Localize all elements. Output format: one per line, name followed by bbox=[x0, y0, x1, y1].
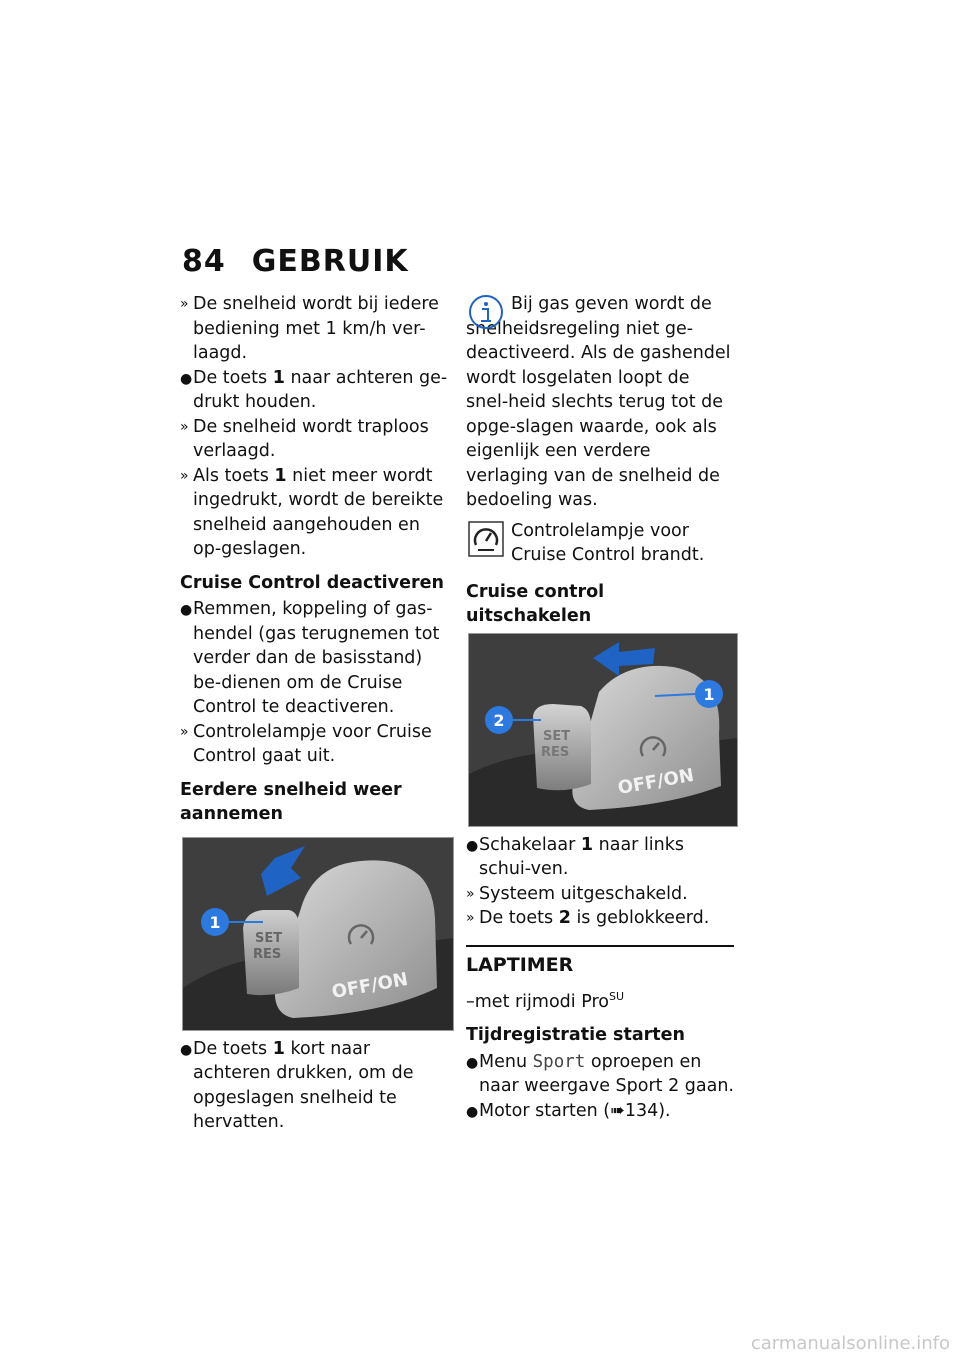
page-number: 84 bbox=[182, 244, 226, 279]
result-marker-icon: » bbox=[180, 467, 189, 484]
set-label: SET bbox=[255, 930, 283, 946]
list-item: » Systeem uitgeschakeld. bbox=[466, 882, 734, 907]
list-item: » De toets 2 is geblokkeerd. bbox=[466, 906, 734, 931]
list-item: » Als toets 1 niet meer wordt ingedrukt, wordt de bereikte snelheid aangehouden en op-geslagen. bbox=[180, 465, 444, 559]
svg-text:1: 1 bbox=[703, 684, 715, 704]
figure-set-res-button bbox=[182, 837, 454, 1031]
result-marker-icon: » bbox=[180, 418, 189, 435]
bullet-icon: ● bbox=[466, 837, 479, 854]
subheading-deactivate: Cruise Control deactiveren bbox=[180, 572, 444, 593]
bullet-icon: ● bbox=[180, 370, 193, 387]
svg-text:1: 1 bbox=[209, 912, 221, 932]
section-title-laptimer: LAPTIMER bbox=[466, 953, 574, 976]
list-item: ● De toets 1 naar achteren ge-drukt houden. bbox=[180, 367, 448, 412]
result-marker-icon: » bbox=[466, 910, 475, 926]
list-item: » De snelheid wordt bij iedere bediening met 1 km/h ver-laagd. bbox=[180, 294, 439, 363]
bullet-icon: ● bbox=[180, 1041, 193, 1058]
right-column bbox=[466, 292, 734, 1123]
page-title: GEBRUIK bbox=[251, 244, 409, 279]
info-icon bbox=[468, 294, 504, 330]
result-marker-icon: » bbox=[180, 296, 189, 312]
list-item: ● De toets 1 kort naar achteren drukken, om de opgeslagen snelheid te hervatten. bbox=[180, 1038, 414, 1132]
off-on-label: OFF/ON bbox=[330, 968, 410, 1003]
cruise-control-lamp-icon bbox=[468, 521, 504, 557]
list-item: » De snelheid wordt traploos verlaagd. bbox=[180, 416, 429, 461]
page-header bbox=[182, 244, 409, 279]
section-divider bbox=[466, 945, 734, 947]
res-label: RES bbox=[253, 946, 282, 962]
menu-name: Sport bbox=[532, 1051, 586, 1072]
subheading-switch-off: Cruise control uitschakelen bbox=[466, 581, 605, 626]
indicator-note: Controlelampje voor Cruise Control brandt. bbox=[466, 519, 734, 571]
subheading-start-timing: Tijdregistratie starten bbox=[466, 1025, 685, 1046]
bullet-icon: ● bbox=[466, 1054, 479, 1071]
page-reference[interactable]: 134 bbox=[624, 1100, 659, 1121]
list-item: ● Menu Sport oproepen en naar weergave Sport 2 gaan. bbox=[466, 1051, 734, 1097]
list-item: ● Motor starten (➠134). bbox=[466, 1099, 734, 1124]
info-note: Bij gas geven wordt de snelheidsregeling niet ge-deactiveerd. Als de gashendel wordt losgelaten loopt de snel-heid slechts terug tot de opge-slagen waarde, ook als eigenlijk een verdere verlaging van de snelheid de bedoeling was. bbox=[466, 294, 731, 510]
set-label: SET bbox=[543, 728, 571, 744]
page-reference-arrow-icon: ➠ bbox=[610, 1100, 625, 1121]
cruise-switch-illustration bbox=[183, 838, 453, 1030]
svg-text:2: 2 bbox=[493, 710, 505, 730]
result-marker-icon: » bbox=[466, 885, 475, 902]
bullet-icon: ● bbox=[466, 1103, 479, 1120]
list-item: ● Remmen, koppeling of gas-hendel (gas terugnemen tot verder dan de basisstand) be-dienen om de Cruise Control te deactiveren. bbox=[180, 599, 440, 717]
list-item: ● Schakelaar 1 naar links schui-ven. bbox=[466, 834, 685, 879]
left-column bbox=[180, 292, 448, 1135]
list-item: » Controlelampje voor Cruise Control gaat uit. bbox=[180, 721, 432, 766]
result-marker-icon: » bbox=[180, 723, 189, 740]
bullet-icon: ● bbox=[180, 602, 193, 618]
figure-off-on-switch bbox=[468, 633, 738, 827]
res-label: RES bbox=[541, 744, 570, 760]
mode-requirement: –met rijmodi Pro$^{SU}$ bbox=[466, 990, 625, 1012]
subheading-resume: Eerdere snelheid weer aannemen bbox=[180, 779, 402, 824]
cruise-switch-illustration bbox=[469, 634, 737, 826]
watermark: carmanualsonline.info bbox=[750, 1333, 950, 1354]
off-on-label: OFF/ON bbox=[616, 764, 696, 799]
